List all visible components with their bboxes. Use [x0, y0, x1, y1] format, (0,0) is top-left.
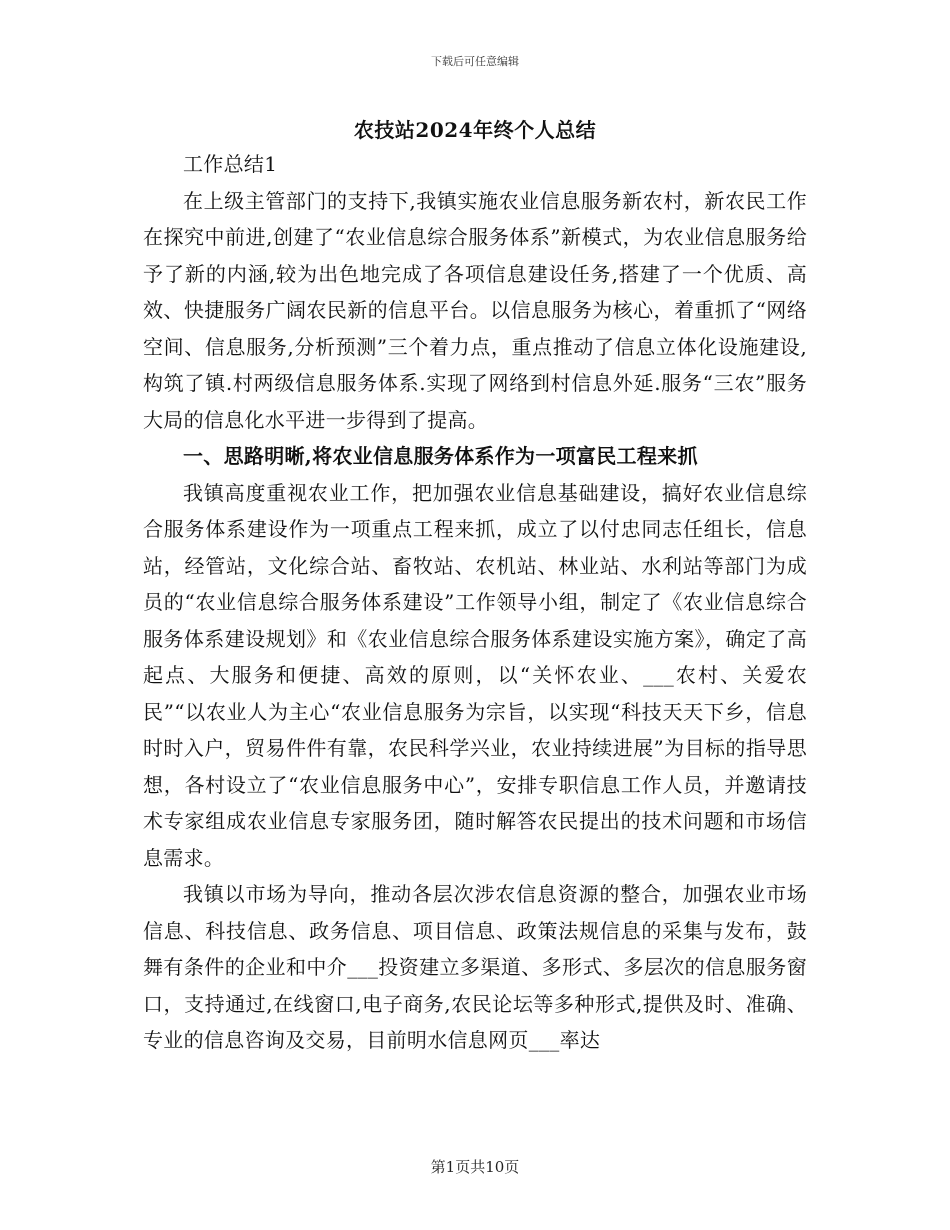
document-title: 农技站2024年终个人总结 — [353, 118, 597, 142]
paragraph-intro: 在上级主管部门的支持下,我镇实施农业信息服务新农村，新农民工作在探究中前进,创建了“农业信息综合服务体系”新模式，为农业信息服务给予了新的内涵,较为出色地完成了各项信息建设任务,搭建了一个优质、高效、快捷服务广阔农民新的信息平台。以信息服务为核心，着重抓了“网络空间、信息服务,分析预测”三个着力点，重点推动了信息立体化设施建设,构筑了镇.村两级信息服务体系.实现了网络到村信息外延.服务“三农”服务大局的信息化水平进一步得到了提高。 — [143, 188, 807, 432]
document-body — [143, 146, 807, 1059]
section-label: 工作总结1 — [183, 152, 278, 176]
paragraph-2: 我镇高度重视农业工作，把加强农业信息基础建设，搞好农业信息综合服务体系建设作为一项重点工程来抓，成立了以付忠同志任组长，信息站，经管站，文化综合站、畜牧站、农机站、林业站、水利站等部门为成员的“农业信息综合服务体系建设”工作领导小组，制定了《农业信息综合服务体系建设规划》和《农业信息综合服务体系建设实施方案》，确定了高起点、大服务和便捷、高效的原则，以“关怀农业、___农村、关爱农民”“以农业人为主心“农业信息服务为宗旨，以实现“科技天天下乡，信息时时入户，贸易件件有靠，农民科学兴业，农业持续进展”为目标的指导思想，各村设立了“农业信息服务中心”，安排专职信息工作人员，并邀请技术专家组成农业信息专家服务团，随时解答农民提出的技术问题和市场信息需求。 — [143, 480, 807, 870]
section-heading-1: 一、思路明晰,将农业信息服务体系作为一项富民工程来抓 — [183, 444, 698, 468]
paragraph-3: 我镇以市场为导向，推动各层次涉农信息资源的整合，加强农业市场信息、科技信息、政务信息、项目信息、政策法规信息的采集与发布，鼓舞有条件的企业和中介___投资建立多渠道、多形式、多层次的信息服务窗口，支持通过,在线窗口,电子商务,农民论坛等多种形式,提供及时、准确、专业的信息咨询及交易，目前明水信息网页___率达 — [143, 882, 807, 1052]
page-footer: 第1页共10页 — [430, 1158, 520, 1176]
header-note: 下载后可任意编辑 — [431, 55, 519, 68]
